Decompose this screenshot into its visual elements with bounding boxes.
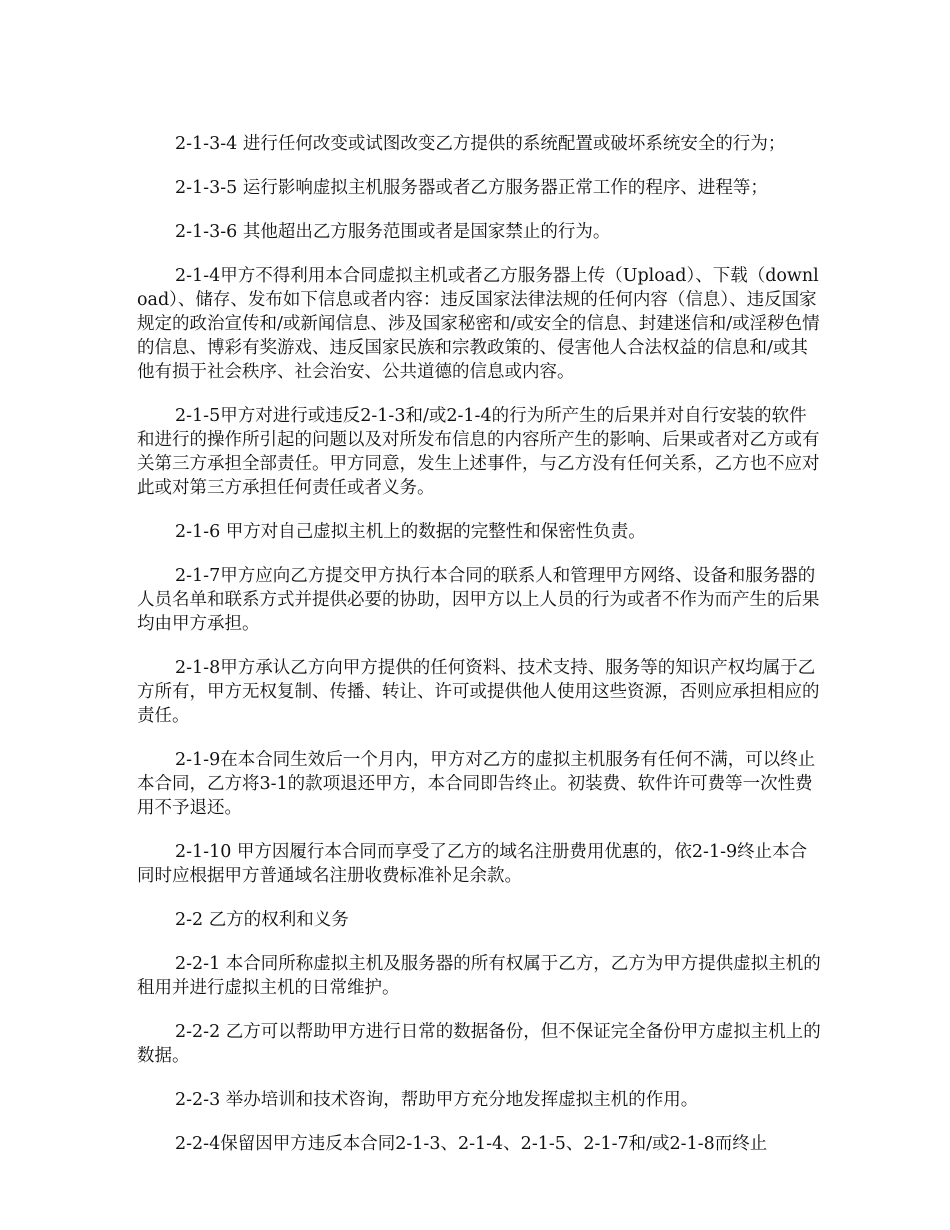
clause-2-1-3-6: 2-1-3-6 其他超出乙方服务范围或者是国家禁止的行为。: [175, 222, 611, 242]
clause-2-2-1: 2-2-1 本合同所称虚拟主机及服务器的所有权属于乙方，乙方为甲方提供虚拟主机的租用并进行虚拟主机的日常维护。: [137, 954, 821, 998]
clause-2-2-2: 2-2-2 乙方可以帮助甲方进行日常的数据备份，但不保证完全备份甲方虚拟主机上的数据。: [137, 1022, 821, 1066]
clause-2-2-3: 2-2-3 举办培训和技术咨询，帮助甲方充分地发挥虚拟主机的作用。: [175, 1090, 699, 1110]
clause-2-1-3-5: 2-1-3-5 运行影响虚拟主机服务器或者乙方服务器正常工作的程序、进程等；: [175, 178, 768, 198]
section-heading-2-2: 2-2 乙方的权利和义务: [175, 910, 349, 930]
clause-2-1-9: 2-1-9在本合同生效后一个月内，甲方对乙方的虚拟主机服务有任何不满，可以终止本合同，乙方将3-1的款项退还甲方，本合同即告终止。初装费、软件许可费等一次性费用不予退还。: [137, 750, 816, 818]
clause-2-1-10: 2-1-10 甲方因履行本合同而享受了乙方的域名注册费用优惠的，依2-1-9终止本合同时应根据甲方普通域名注册收费标准补足余款。: [137, 842, 808, 886]
clause-2-1-3-4: 2-1-3-4 进行任何改变或试图改变乙方提供的系统配置或破坏系统安全的行为；: [175, 134, 786, 154]
clause-2-1-6: 2-1-6 甲方对自己虚拟主机上的数据的完整性和保密性负责。: [175, 522, 646, 542]
clause-2-1-8: 2-1-8甲方承认乙方向甲方提供的任何资料、技术支持、服务等的知识产权均属于乙方所有，甲方无权复制、传播、转让、许可或提供他人使用这些资源，否则应承担相应的责任。: [137, 658, 820, 726]
clause-2-1-5: 2-1-5甲方对进行或违反2-1-3和/或2-1-4的行为所产生的后果并对自行安装的软件和进行的操作所引起的问题以及对所发布信息的内容所产生的影响、后果或者对乙方或有关第三方承担全部责任。甲方同意，发生上述事件，与乙方没有任何关系，乙方也不应对此或对第三方承担任何责任或者义务。: [137, 406, 820, 498]
clause-2-1-7: 2-1-7甲方应向乙方提交甲方执行本合同的联系人和管理甲方网络、设备和服务器的人员名单和联系方式并提供必要的协助，因甲方以上人员的行为或者不作为而产生的后果均由甲方承担。: [137, 566, 820, 634]
clause-2-2-4: 2-2-4保留因甲方违反本合同2-1-3、2-1-4、2-1-5、2-1-7和/或2-1-8而终止: [175, 1134, 768, 1154]
document-body: [137, 132, 823, 1176]
clause-2-1-4: 2-1-4甲方不得利用本合同虚拟主机或者乙方服务器上传（Upload）、下载（download）、储存、发布如下信息或者内容：违反国家法律法规的任何内容（信息）、违反国家规定的政治宣传和/或新闻信息、涉及国家秘密和/或安全的信息、封建迷信和/或淫秽色情的信息、博彩有奖游戏、违反国家民族和宗教政策的、侵害他人合法权益的信息和/或其他有损于社会秩序、社会治安、公共道德的信息或内容。: [137, 266, 820, 382]
